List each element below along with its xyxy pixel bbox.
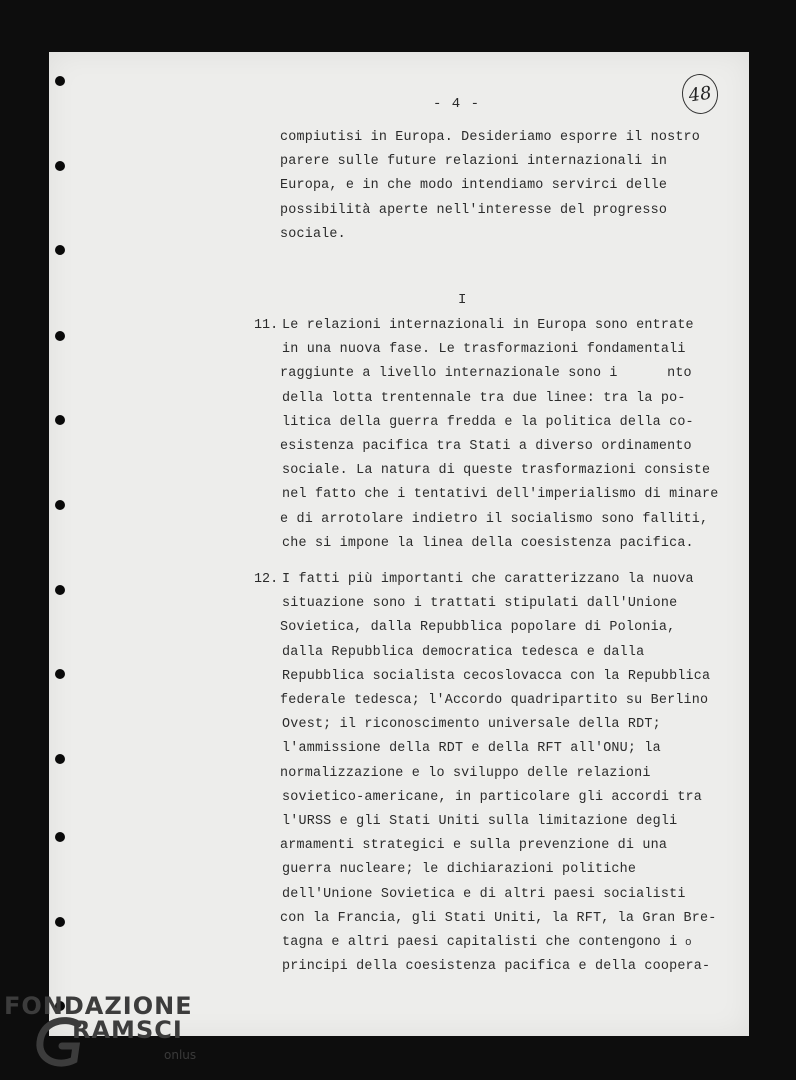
text-line: che si impone la linea della coesistenza pacifica.	[282, 535, 694, 551]
punch-hole	[55, 585, 65, 595]
punch-hole	[55, 917, 65, 927]
text-line: normalizzazione e lo sviluppo delle relazioni	[280, 765, 651, 781]
text-line: Repubblica socialista cecoslovacca con la Repubblica	[282, 668, 711, 684]
text-line: armamenti strategici e sulla prevenzione di una	[280, 838, 668, 854]
text-line: sociale. La natura di queste trasformazioni consiste	[282, 463, 711, 479]
text-line: l'ammissione della RDT e della RFT all'ONU; la	[282, 741, 661, 757]
watermark-sub: onlus	[164, 1048, 197, 1062]
punch-hole	[55, 161, 65, 171]
text-line: sovietico-americane, in particolare gli accordi tra	[282, 789, 703, 805]
text-line: Sovietica, dalla Repubblica popolare di Polonia,	[280, 620, 676, 636]
text-line: possibilità aperte nell'interesse del progresso	[280, 202, 668, 218]
watermark-line1: FONDAZIONE	[4, 992, 193, 1020]
text-line: esistenza pacifica tra Stati a diverso ordinamento	[280, 439, 692, 454]
text-line: l'URSS e gli Stati Uniti sulla limitazione degli	[282, 814, 678, 829]
text-line: Le relazioni internazionali in Europa sono entrate	[282, 318, 694, 333]
text-line: nel fatto che i tentativi dell'imperialismo di minare	[282, 487, 719, 503]
paragraph-number: 12.	[254, 572, 279, 587]
handwritten-annotation: 48	[679, 72, 720, 117]
text-line: guerra nucleare; le dichiarazioni politiche	[282, 862, 637, 878]
text-line: della lotta trentennale tra due linee: tra la po-	[282, 390, 686, 406]
punch-hole	[55, 832, 65, 842]
punch-hole	[55, 754, 65, 764]
text-line: e di arrotolare indietro il socialismo sono falliti,	[280, 511, 709, 527]
text-line: tagna e altri paesi capitalisti che contengono i	[282, 935, 678, 950]
section-heading: I	[458, 292, 467, 308]
punch-hole	[55, 500, 65, 510]
punch-hole	[55, 331, 65, 341]
text-line: I fatti più importanti che caratterizzano la nuova	[282, 572, 694, 587]
watermark-line2: RAMSCI	[72, 1016, 183, 1044]
punch-hole	[55, 76, 65, 86]
punch-hole	[55, 245, 65, 255]
text-line: in una nuova fase. Le trasformazioni fondamentali	[282, 342, 686, 358]
paragraph-number: 11.	[254, 318, 279, 333]
text-line: compiutisi in Europa. Desideriamo esporre il nostro	[280, 130, 701, 145]
text-line: principi della coesistenza pacifica e della coopera-	[282, 959, 711, 975]
text-line: Ovest; il riconoscimento universale della RDT;	[282, 717, 661, 733]
text-line: federale tedesca; l'Accordo quadripartito su Berlino	[280, 693, 709, 708]
stray-mark: o	[685, 937, 692, 949]
text-line: Europa, e in che modo intendiamo servirci delle	[280, 178, 668, 194]
punch-hole	[55, 415, 65, 425]
text-line: raggiunte a livello internazionale sono i nto	[280, 366, 692, 382]
text-line: dalla Repubblica democratica tedesca e dalla	[282, 644, 645, 660]
text-line: dell'Unione Sovietica e di altri paesi socialisti	[282, 886, 686, 902]
text-line: sociale.	[280, 226, 346, 242]
text-line: litica della guerra fredda e la politica della co-	[282, 414, 694, 430]
page-number: - 4 -	[433, 96, 481, 112]
fondazione-gramsci-watermark	[4, 992, 204, 1072]
punch-hole	[55, 669, 65, 679]
text-line: parere sulle future relazioni internazionali in	[280, 154, 668, 170]
text-line: situazione sono i trattati stipulati dall'Unione	[282, 596, 678, 612]
text-line: con la Francia, gli Stati Uniti, la RFT, la Gran Bre-	[280, 910, 717, 926]
